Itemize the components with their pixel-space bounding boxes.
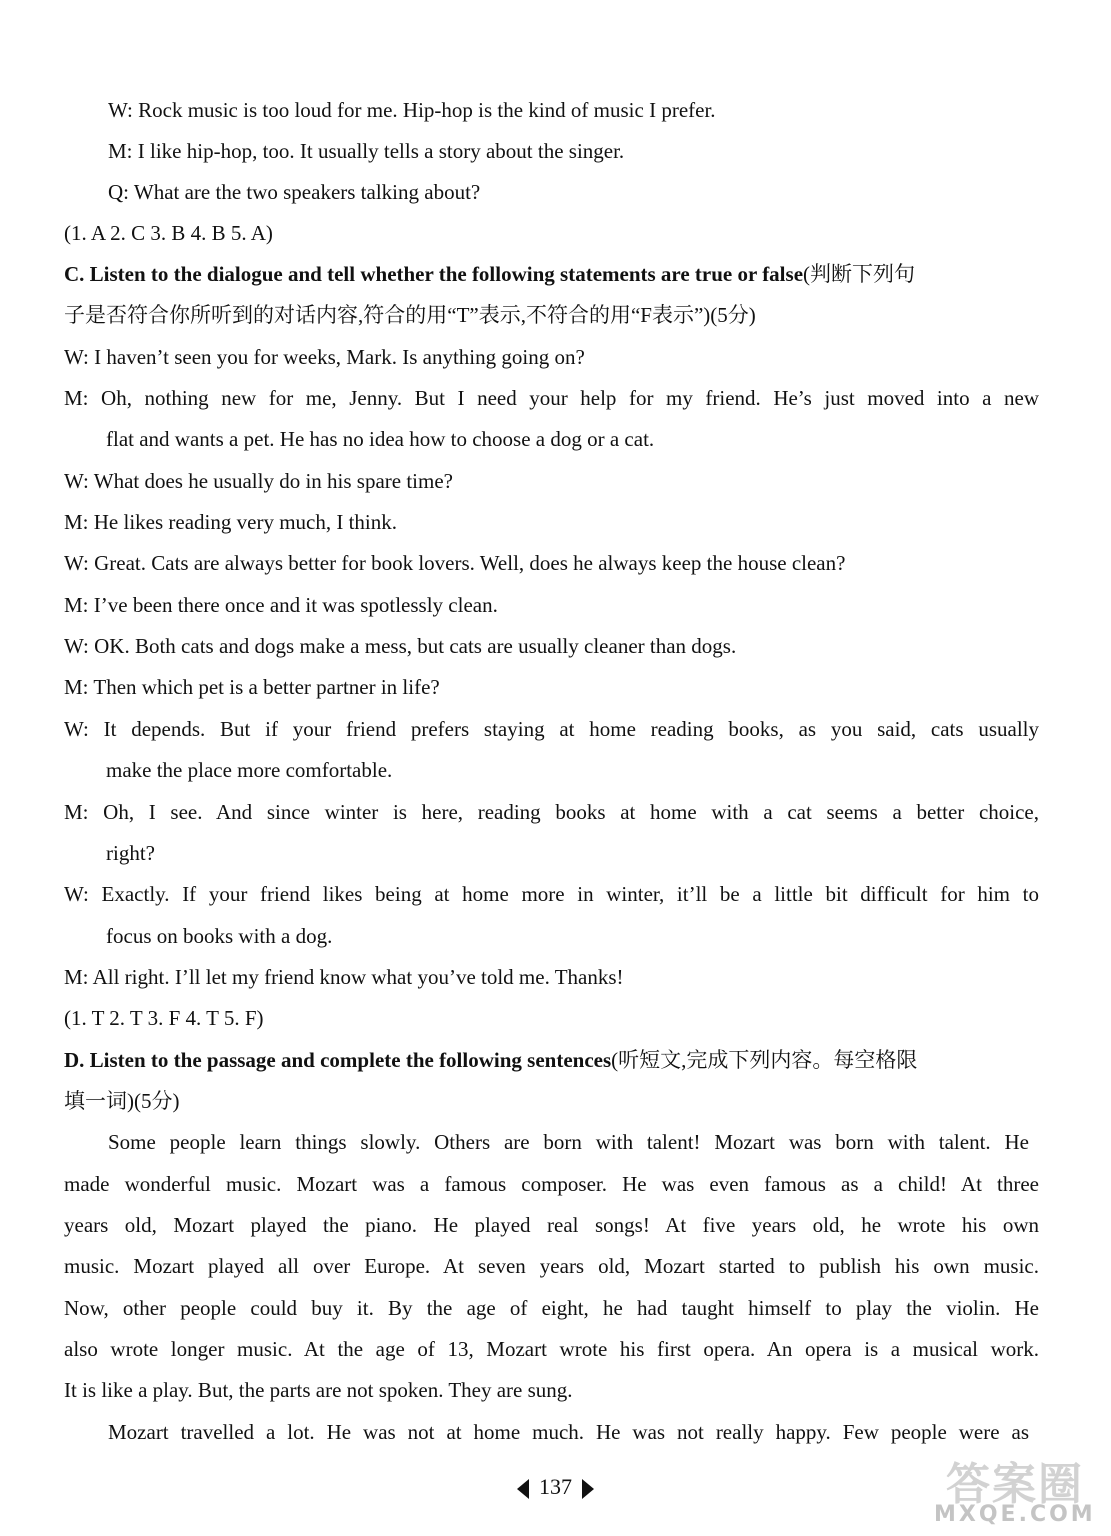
dialogue-line: W: Great. Cats are always better for book lovers. Well, does he always keep the house clean? [64, 551, 846, 575]
section-c-heading [64, 254, 1039, 295]
section-c-instruction: (判断下列句 [803, 262, 916, 286]
section-c-instruction-cont: 子是否符合你所听到的对话内容,符合的用“T”表示,不符合的用“F表示”)(5分) [64, 303, 756, 327]
dialogue-line: W: It depends. But if your friend prefers staying at home reading books, as you said, cats usually [64, 717, 1039, 741]
dialogue-line: M: I like hip-hop, too. It usually tells a story about the singer. [108, 139, 625, 163]
triangle-left-icon [517, 1479, 529, 1499]
passage-line: It is like a play. But, the parts are not spoken. They are sung. [64, 1378, 573, 1402]
dialogue-line-cont: focus on books with a dog. [106, 924, 333, 948]
answer-key: (1. T 2. T 3. F 4. T 5. F) [64, 1006, 264, 1030]
passage-line: Mozart travelled a lot. He was not at home much. He was not really happy. Few people were as [108, 1420, 1029, 1444]
passage-line: years old, Mozart played the piano. He played real songs! At five years old, he wrote his own [64, 1213, 1039, 1237]
triangle-right-icon [582, 1479, 594, 1499]
answer-key: (1. A 2. C 3. B 4. B 5. A) [64, 221, 273, 245]
dialogue-line: W: Exactly. If your friend likes being at home more in winter, it’ll be a little bit difficult for him to [64, 882, 1039, 906]
section-d-heading [64, 1040, 1039, 1081]
dialogue-line: M: All right. I’ll let my friend know what you’ve told me. Thanks! [64, 965, 624, 989]
dialogue-line: W: OK. Both cats and dogs make a mess, but cats are usually cleaner than dogs. [64, 634, 737, 658]
dialogue-line-cont: right? [106, 841, 155, 865]
page-number: 137 [539, 1474, 572, 1499]
watermark-logo [928, 1448, 1106, 1532]
passage-line: made wonderful music. Mozart was a famous composer. He was even famous as a child! At three [64, 1172, 1039, 1196]
section-d-instruction: (听短文,完成下列内容。每空格限 [611, 1048, 918, 1072]
dialogue-line-cont: make the place more comfortable. [106, 758, 393, 782]
dialogue-line: W: What does he usually do in his spare time? [64, 469, 453, 493]
dialogue-line: M: He likes reading very much, I think. [64, 510, 398, 534]
question-line: Q: What are the two speakers talking about? [108, 180, 481, 204]
dialogue-line: M: Oh, nothing new for me, Jenny. But I need your help for my friend. He’s just moved into a new [64, 386, 1039, 410]
watermark-en: MXQE.COM [934, 1502, 1096, 1527]
section-c-title: C. Listen to the dialogue and tell whether the following statements are true or false [64, 262, 804, 286]
passage-line: Now, other people could buy it. By the age of eight, he had taught himself to play the violin. He [64, 1296, 1039, 1320]
dialogue-line: W: Rock music is too loud for me. Hip-hop is the kind of music I prefer. [108, 98, 716, 122]
dialogue-line: M: Oh, I see. And since winter is here, reading books at home with a cat seems a better choice, [64, 800, 1039, 824]
passage-line: music. Mozart played all over Europe. At seven years old, Mozart started to publish his own music. [64, 1254, 1039, 1278]
dialogue-line-cont: flat and wants a pet. He has no idea how to choose a dog or a cat. [106, 427, 655, 451]
passage-line: Some people learn things slowly. Others are born with talent! Mozart was born with talent. He [108, 1130, 1029, 1154]
section-d-instruction-cont: 填一词)(5分) [64, 1089, 180, 1113]
dialogue-line: W: I haven’t seen you for weeks, Mark. Is anything going on? [64, 345, 585, 369]
watermark-cn: 答案圈 [946, 1459, 1084, 1510]
passage-line: also wrote longer music. At the age of 13, Mozart wrote his first opera. An opera is a musical work. [64, 1337, 1039, 1361]
dialogue-line: M: Then which pet is a better partner in life? [64, 675, 440, 699]
dialogue-line: M: I’ve been there once and it was spotlessly clean. [64, 593, 498, 617]
section-d-title: D. Listen to the passage and complete the following sentences [64, 1048, 612, 1072]
